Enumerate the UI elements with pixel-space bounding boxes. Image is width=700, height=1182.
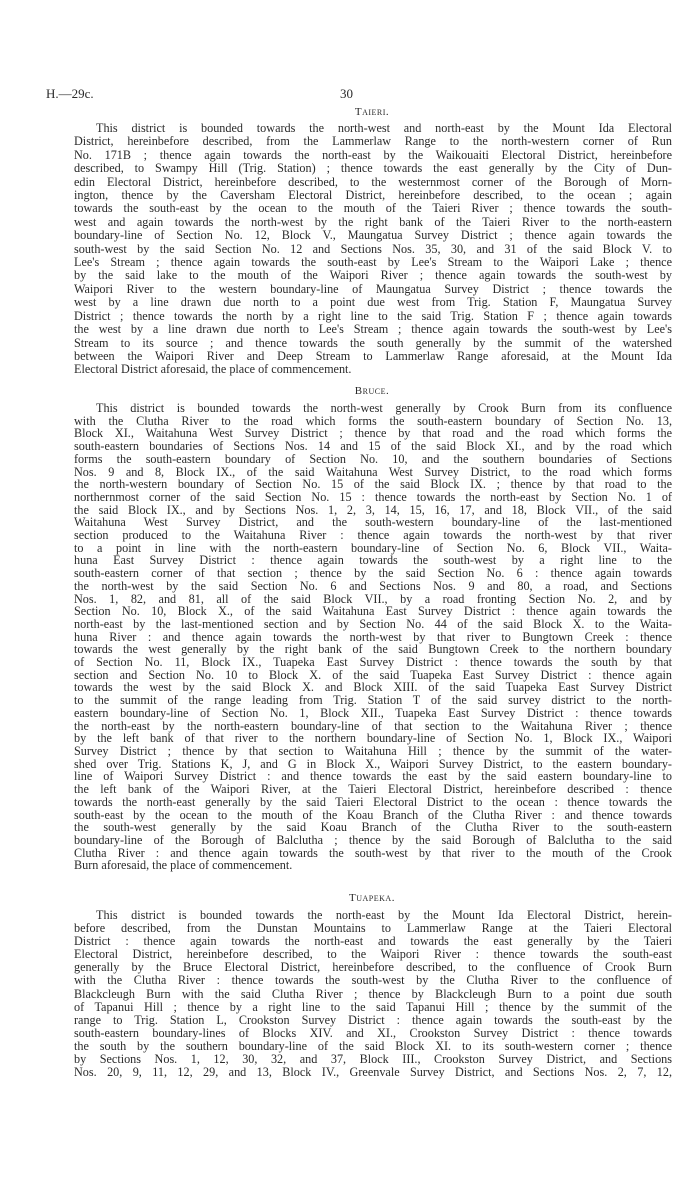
page-number: 30 — [340, 86, 353, 101]
text-line: between the Waipori River and Deep Stream to Lammerlaw Range aforesaid, at the Mount Ida — [74, 348, 672, 363]
text-line: Section No. 10, Block X., of the said Waitahuna East Survey District : thence again towards the — [74, 604, 672, 619]
text-line: Waitahuna West Survey District, and the south-western boundary-line of the last-mentioned — [74, 515, 672, 530]
text-line: Nos. 1, 82, and 81, all of the said Block VII., by a road fronting Section No. 2, and by — [74, 591, 672, 606]
text-line: Lee's Stream ; thence again towards the south-east by Lee's Stream to the Waipori Lake ; thence — [74, 255, 672, 270]
text-line: This district is bounded towards the north-west generally by Crook Burn from its confluence — [96, 401, 672, 415]
text-line: District, hereinbefore described, from the Lammerlaw Range to the north-western corner of Run — [74, 134, 672, 149]
text-line: with the Clutha River to the road which forms the south-eastern boundary of Section No. 13, — [74, 413, 672, 428]
text-line: of Tapanui Hill ; thence by a right line to the said Tapanui Hill ; thence by the summit of the — [74, 999, 672, 1014]
text-line: section produced to the Waitahuna River : thence again towards the north-west by that river — [74, 528, 672, 543]
text-line: range to Trig. Station L, Crookston Survey District : thence again towards the south-east by the — [74, 1012, 672, 1027]
text-line: section and Section No. 10 to Block X. of the said Tuapeka East Survey District : thence again — [74, 667, 672, 682]
text-line: Stream to its source ; and thence towards the south generally by the summit of the watershed — [74, 335, 672, 350]
section-taieri — [74, 122, 672, 377]
text-line: south-west by the said Section No. 12 and Sections Nos. 35, 30, and 31 of the said Block V. to — [74, 241, 672, 256]
text-line: the south-west generally by the said Koau Branch of the Clutha River to the south-eastern — [74, 820, 672, 835]
text-line: boundary-line of the Borough of Balclutha ; thence by the said Borough of Balclutha to the said — [74, 832, 672, 847]
text-line: boundary-line of Section No. 12, Block V., Maungatua Survey District ; thence again towards the — [74, 228, 672, 243]
text-line: north-east by the last-mentioned section and by Section No. 44 of the said Block X. to the Waita- — [74, 616, 672, 631]
text-line: huna River : and thence again towards the north-west by that river to Bungtown Creek : thence — [74, 629, 672, 644]
text-line: to a point in line with the north-eastern boundary-line of Section No. 6, Block VII., Waita- — [74, 540, 672, 555]
text-line: huna East Survey District : thence again towards the south-west by a right line to the — [74, 553, 672, 568]
text-line: before described, from the Dunstan Mountains to Lammerlaw Range at the Taieri Electoral — [74, 921, 672, 936]
heading-tuapeka: Tuapeka. — [349, 892, 395, 904]
text-line: This district is bounded towards the north-west and north-east by the Mount Ida Electoral — [96, 121, 672, 135]
text-line: towards the south-east by the ocean to the mouth of the Taieri River ; thence towards the south- — [74, 201, 672, 216]
text-line: the left bank of the Waipori River, at the Taieri Electoral District, hereinbefore described : thence — [74, 782, 672, 797]
text-line: of Section No. 11, Block IX., Tuapeka East Survey District : thence towards the south by that — [74, 655, 672, 670]
page-code: H.—29c. — [46, 86, 94, 101]
text-line: towards the north-east generally by the said Taieri Electoral District to the ocean : thence towards the — [74, 794, 672, 809]
text-line: west and again towards the north-west by the right bank of the Taieri River to the north-eastern — [74, 214, 672, 229]
text-line: eastern boundary-line of Section No. 1, Block XII., Tuapeka East Survey District : thence towards — [74, 705, 672, 720]
text-line: the north-western boundary of Section No. 15 of the said Block IX. ; thence by that road to the — [74, 477, 672, 492]
text-line: District ; thence towards the north by a right line to the said Trig. Station F ; thence again towards — [74, 308, 672, 323]
section-tuapeka — [74, 909, 672, 1079]
text-line: Waipori River to the western boundary-line of Maungatua Survey District ; thence towards the — [74, 281, 672, 296]
text-line: No. 171B ; thence again towards the north-east by the Waikouaiti Electoral District, hereinbefore — [74, 147, 672, 162]
text-line: Clutha River : and thence again towards the south-west by that river to the mouth of the Crook — [74, 845, 672, 860]
text-line: the north-east by the north-eastern boundary-line of that section to the Waitahuna River ; thence — [74, 718, 672, 733]
text-line: the north-west by the said Section No. 6 and Sections Nos. 9 and 80, a road, and Sections — [74, 578, 672, 593]
text-line: Blackcleugh Burn with the said Clutha River ; thence by Blackcleugh Burn to a point due south — [74, 986, 672, 1001]
text-line: the south by the southern boundary-line of the said Block XI. to its south-western corner ; thence — [74, 1038, 672, 1053]
text-line: south-eastern corner of that section ; thence by the said Section No. 6 : thence again towards — [74, 566, 672, 581]
text-line: the west by a line drawn due north to Lee's Stream ; thence again towards the south-west by Lee's — [74, 322, 672, 337]
text-line: described, to Swampy Hill (Trig. Station) ; thence towards the east generally by the City of Dun- — [74, 161, 672, 176]
text-line: generally by the Bruce Electoral District, hereinbefore described, to the confluence of Crook Burn — [74, 960, 672, 975]
text-line: Survey District ; thence by that section to Waitahuna Hill ; thence by the summit of the water- — [74, 743, 672, 758]
text-line: Block XI., Waitahuna West Survey District ; thence by that road and the road which forms the — [74, 426, 672, 441]
text-line: edin Electoral District, hereinbefore described, to the westernmost corner of the Borough of Morn- — [74, 174, 672, 189]
text-line: shed over Trig. Stations K, J, and G in Block X., Waipori Survey District, to the eastern boundary- — [74, 756, 672, 771]
text-line: towards the west by the said Block X. and Block XIII. of the said Tuapeka East Survey District — [74, 680, 672, 695]
text-line: Burn aforesaid, the place of commencement. — [74, 858, 293, 873]
text-line: This district is bounded towards the north-east by the Mount Ida Electoral District, herein- — [96, 908, 672, 922]
text-line: south-east by the ocean to the mouth of the Koau Branch of the Clutha River : and thence towards — [74, 807, 672, 822]
heading-bruce: Bruce. — [354, 385, 390, 397]
text-line: to the summit of the range leading from Trig. Station T of the said survey district to the north- — [74, 693, 672, 708]
text-line: northernmost corner of the said Section No. 15 : thence towards the north-east by Section No. 1 of — [74, 489, 672, 504]
text-line: Electoral District aforesaid, the place of commencement. — [74, 362, 352, 377]
text-line: line of Waipori Survey District : and thence towards the east by the said eastern boundary-line to — [74, 769, 672, 784]
text-line: ington, thence by the Caversham Electoral District, hereinbefore described, to the ocean ; again — [74, 188, 672, 203]
text-line: Electoral District, hereinbefore described, to the Waipori River : thence towards the south-east — [74, 947, 672, 962]
text-line: by Sections Nos. 1, 12, 30, 32, and 37, Block III., Crookston Survey District, and Sections — [74, 1052, 672, 1067]
text-line: south-eastern boundaries of Sections Nos. 14 and 15 of the said Block XI., and by the road which — [74, 439, 672, 454]
text-line: with the Clutha River : thence towards the south-west by the Clutha River to the confluence of — [74, 973, 672, 988]
section-bruce — [74, 402, 672, 872]
text-line: Nos. 20, 9, 11, 12, 29, and 13, Block IV., Greenvale Survey District, and Sections Nos. 2, 7, 12, — [74, 1065, 672, 1080]
text-line: west by a line drawn due north to a point due west from Trig. Station F, Maungatua Survey — [74, 295, 672, 310]
text-line: south-eastern boundary-lines of Blocks XIV. and XI., Crookston Survey District : thence towards — [74, 1025, 672, 1040]
text-line: by the said lake to the mouth of the Waipori River ; thence again towards the south-west by — [74, 268, 672, 283]
heading-taieri: Taieri. — [354, 106, 390, 118]
text-line: by the left bank of that river to the northern boundary-line of Section No. 1, Block IX., Waipori — [74, 731, 672, 746]
text-line: forms the south-eastern boundary of Section No. 10, and the southern boundaries of Sections — [74, 451, 672, 466]
text-line: the said Block IX., and by Sections Nos. 1, 2, 3, 14, 15, 16, 17, and 18, Block VII., of the said — [74, 502, 672, 517]
text-line: towards the west generally by the right bank of the said Bungtown Creek to the northern boundary — [74, 642, 672, 657]
text-line: District : thence again towards the north-east and towards the east generally by the Taieri — [74, 934, 672, 949]
text-line: Nos. 9 and 8, Block IX., of the said Waitahuna West Survey District, to the road which forms — [74, 464, 672, 479]
